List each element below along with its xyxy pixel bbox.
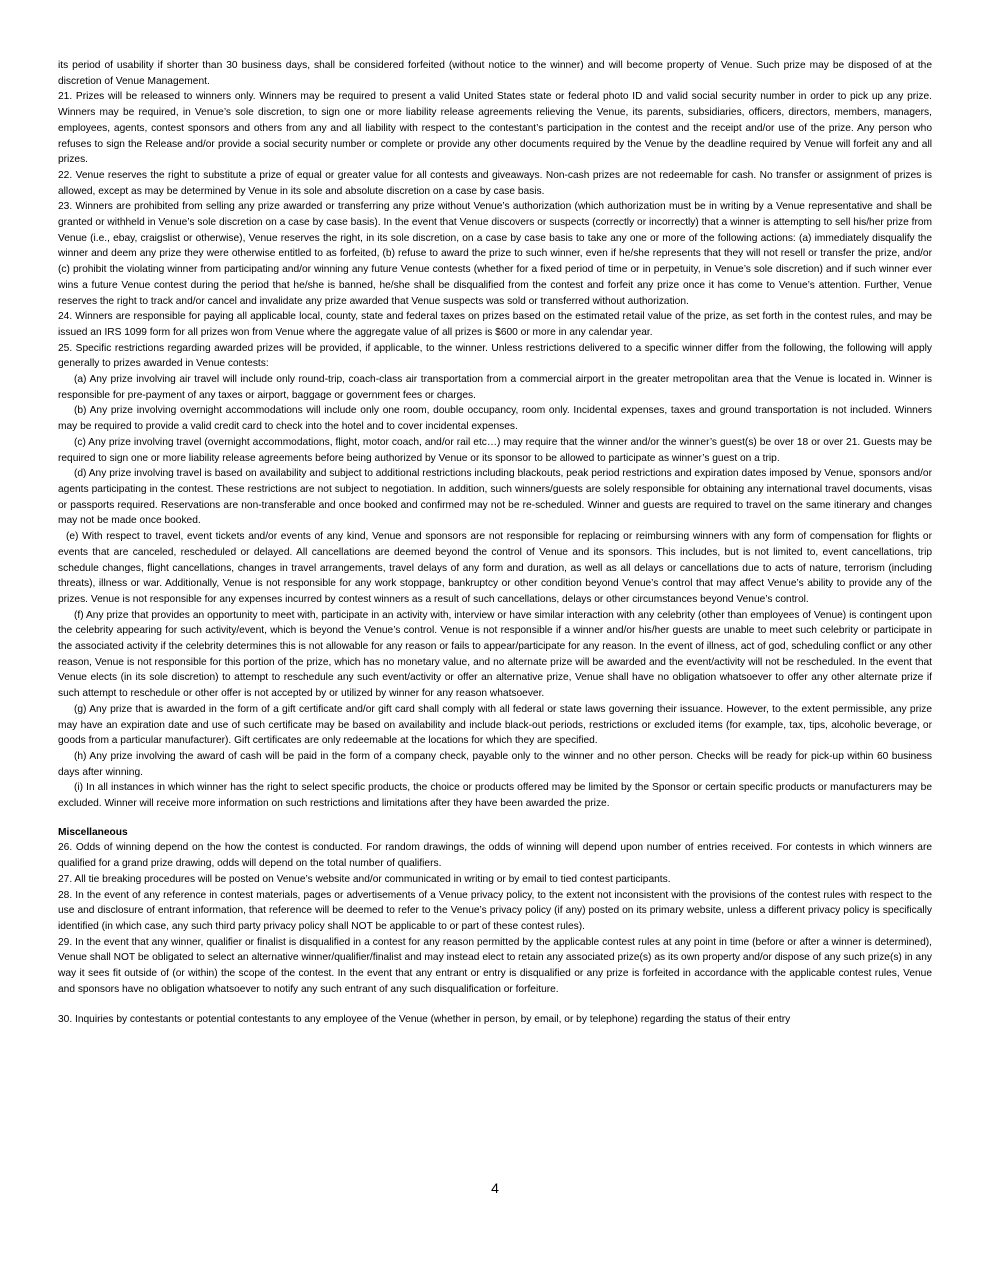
paragraph-21: 21. Prizes will be released to winners only. Winners may be required to present a valid United States state or federal photo ID and valid social security number in order to pick up any prize. Winners may be required, in Venue’s sole discretion, to sign one or more liability release agreements relieving the Venue, its parents, subsidiaries, officers, directors, members, managers, employees, agents, contest sponsors and others from any and all liability with respect to the contestant’s participation in the contest and the receipt and/or use of the prize. Any person who refuses to sign the Release and/or provide a social security number or complete or provide any other documents required by the Venue by the deadline required by Venue will forfeit any and all prizes. bbox=[58, 91, 932, 166]
paragraph-24: 24. Winners are responsible for paying all applicable local, county, state and federal taxes on prizes based on the estimated retail value of the prize, as set forth in the contest rules, and may be issued an IRS 1099 form for all prizes won from Venue where the aggregate value of all prizes is $600 or more in any calendar year. bbox=[58, 311, 932, 338]
document-page bbox=[58, 58, 932, 1028]
subitem-b: (b) Any prize involving overnight accommodations will include only one room, double occupancy, room only. Incidental expenses, taxes and ground transportation is not included. Winners may be required to provide a valid credit card to check into the hotel and to cover incidental expenses. bbox=[58, 405, 932, 433]
page-number: 4 bbox=[491, 1180, 499, 1196]
paragraph-28: 28. In the event of any reference in contest materials, pages or advertisements of a Venue privacy policy, to the extent not inconsistent with the provisions of the contest rules with respect to the use and disclosure of entrant information, that reference will be deemed to refer to the Venue’s privacy policy (if any) posted on its primary website, unless a different privacy policy is specifically identified (in which case, any such third party privacy policy shall NOT be applicable to or part of these contest rules). bbox=[58, 889, 932, 932]
subitem-c: (c) Any prize involving travel (overnight accommodations, flight, motor coach, and/or rail etc…) may require that the winner and/or the winner’s guest(s) be over 18 or over 21. Guests may be required to sign one or more liability release agreements before being authorized by Venue or its sponsor to be allowed to participate as winner’s guest on a trip. bbox=[58, 436, 932, 464]
paragraph-23: 23. Winners are prohibited from selling any prize awarded or transferring any prize without Venue’s authorization (which authorization must be in writing by a Venue representative and shall be granted or withheld in Venue’s sole discretion on a case by case basis). In the event that Venue discovers or suspects (correctly or incorrectly) that a winner is attempting to sell his/her prize from Venue (i.e., ebay, craigslist or otherwise), Venue reserves the right, in its sole discretion, on a case by case basis to take any one or more of the following actions: (a) immediately disqualify the winner and deem any prize they were otherwise entitled to as forfeited, (b) refuse to award the prize to such winner, even if he/she represents that they will not resell or transfer the prize, and/or (c) prohibit the violating winner from participating and/or winning any future Venue contests (whether for a fixed period of time or in perpetuity, in Venue’s sole discretion) and if such winner ever wins a future Venue contest during the period that he/she is banned, he/she shall be disqualified from the contest and forfeit any prize once it has come to Venue’s attention. Further, Venue reserves the right to track and/or cancel and invalidate any prize awarded that Venue suspects was sold or transferred without authorization. bbox=[58, 201, 932, 307]
paragraph-30: 30. Inquiries by contestants or potential contestants to any employee of the Venue (whether in person, by email, or by telephone) regarding the status of their entry bbox=[58, 1014, 791, 1026]
paragraph-29: 29. In the event that any winner, qualifier or finalist is disqualified in a contest for any reason permitted by the applicable contest rules at any point in time (before or after a winner is determined), Venue shall NOT be obligated to select an alternative winner/qualifier/finalist and may instead elect to retain any associated prize(s) as its own property and/or dispose of any such prize(s) in any way it sees fit outside of (or within) the scope of the contest. In the event that any entrant or entry is disqualified or any prize is forfeited in accordance with the applicable contest rules, Venue and sponsors have no obligation whatsoever to notify any such entrant of any such disqualification or forfeiture. bbox=[58, 936, 932, 995]
subitem-e: (e) With respect to travel, event tickets and/or events of any kind, Venue and sponsors are not responsible for replacing or reimbursing winners with any form of compensation for flights or events that are canceled, rescheduled or delayed. All cancellations are deemed beyond the control of Venue and its sponsors. This includes, but is not limited to, event cancellations, trip schedule changes, flight cancellations, changes in travel arrangements, travel delays of any form and duration, as well as all delays or cancellations due to acts of nature, terrorism (including threats), illness or war. Additionally, Venue is not responsible for any work stoppage, bankruptcy or other condition beyond Venue’s control that may affect Venue’s ability to provide any of the prizes. Venue is not responsible for any expenses incurred by contest winners as a result of such cancellations, delays or other circumstances beyond Venue’s control. bbox=[58, 531, 932, 605]
subitem-a: (a) Any prize involving air travel will include only round-trip, coach-class air transportation from a commercial airport in the greater metropolitan area that the Venue is located in. Winner is responsible for pre-payment of any taxes or airport, baggage or government fees or charges. bbox=[58, 374, 932, 401]
subitem-f: (f) Any prize that provides an opportunity to meet with, participate in an activity with, interview or have similar interaction with any celebrity (other than employees of Venue) is contingent upon the celebrity appearing for such activity/event, which is beyond the Venue’s control. Venue is not responsible if a winner and/or his/her guests are unable to meet such celebrity or participate in the associated activity if the celebrity determines this is not allowable for any reason or fails to appear/participate for any reason. In the event of illness, act of god, scheduling conflict or any other reason, Venue is not responsible for this portion of the prize, which has no monetary value, and no alternate prize will be awarded and the event/activity will not be rescheduled. In the event that Venue elects (in its sole discretion) to attempt to reschedule any such event/activity or offer an alternative prize, Venue shall have no obligation whatsoever to offer any other alternate prize if such attempt to reschedule or other offer is not accepted by or utilized by winner for any reason whatsoever. bbox=[58, 609, 932, 700]
paragraph-forfeit-continuation: its period of usability if shorter than 30 business days, shall be considered forfeited (without notice to the winner) and will become property of Venue. Such prize may be disposed of at the discretion of Venue Management. bbox=[58, 60, 932, 87]
subitem-d: (d) Any prize involving travel is based on availability and subject to additional restrictions including blackouts, peak period restrictions and expiration dates imposed by Venue, sponsors and/or agents participating in the contest. These restrictions are not subject to negotiation. In addition, such winners/guests are solely responsible for obtaining any international travel documents, visas or passports required. Reservations are non-transferable and once booked and confirmed may not be re-scheduled. Winner and guests are required to travel on the same itinerary and changes may not be made once booked. bbox=[58, 468, 932, 527]
paragraph-22: 22. Venue reserves the right to substitute a prize of equal or greater value for all contests and giveaways. Non-cash prizes are not redeemable for cash. No transfer or assignment of prizes is allowed, except as may be determined by Venue in its sole and absolute discretion on a case by case basis. bbox=[58, 169, 932, 197]
paragraph-25: 25. Specific restrictions regarding awarded prizes will be provided, if applicable, to the winner. Unless restrictions delivered to a specific winner differ from the following, the following will apply generally to prizes awarded in Venue contests: bbox=[58, 342, 932, 370]
subitem-g: (g) Any prize that is awarded in the form of a gift certificate and/or gift card shall comply with all federal or state laws governing their issuance. However, to the extent permissible, any prize may have an expiration date and use of such certificate may be based on availability and include black-out periods, restrictions or excluded items (for example, tax, tips, alcoholic beverage, or goods from a particular manufacturer). Gift certificates are only redeemable at the locations for which they are specified. bbox=[58, 703, 932, 747]
subitem-h: (h) Any prize involving the award of cash will be paid in the form of a company check, payable only to the winner and no other person. Checks will be ready for pick-up within 60 business days after winning. bbox=[58, 750, 932, 778]
section-heading-miscellaneous: Miscellaneous bbox=[58, 826, 128, 838]
paragraph-26: 26. Odds of winning depend on the how the contest is conducted. For random drawings, the odds of winning will depend upon number of entries received. For contests in which winners are qualified for a grand prize drawing, odds will depend on the total number of qualifiers. bbox=[58, 842, 932, 870]
paragraph-27: 27. All tie breaking procedures will be posted on Venue’s website and/or communicated in writing or by email to tied contest participants. bbox=[58, 873, 671, 885]
subitem-i: (i) In all instances in which winner has the right to select specific products, the choice or products offered may be limited by the Sponsor or certain specific products or manufacturers may be excluded. Winner will receive more information on such restrictions and limitations after they have been awarded the prize. bbox=[58, 782, 932, 810]
